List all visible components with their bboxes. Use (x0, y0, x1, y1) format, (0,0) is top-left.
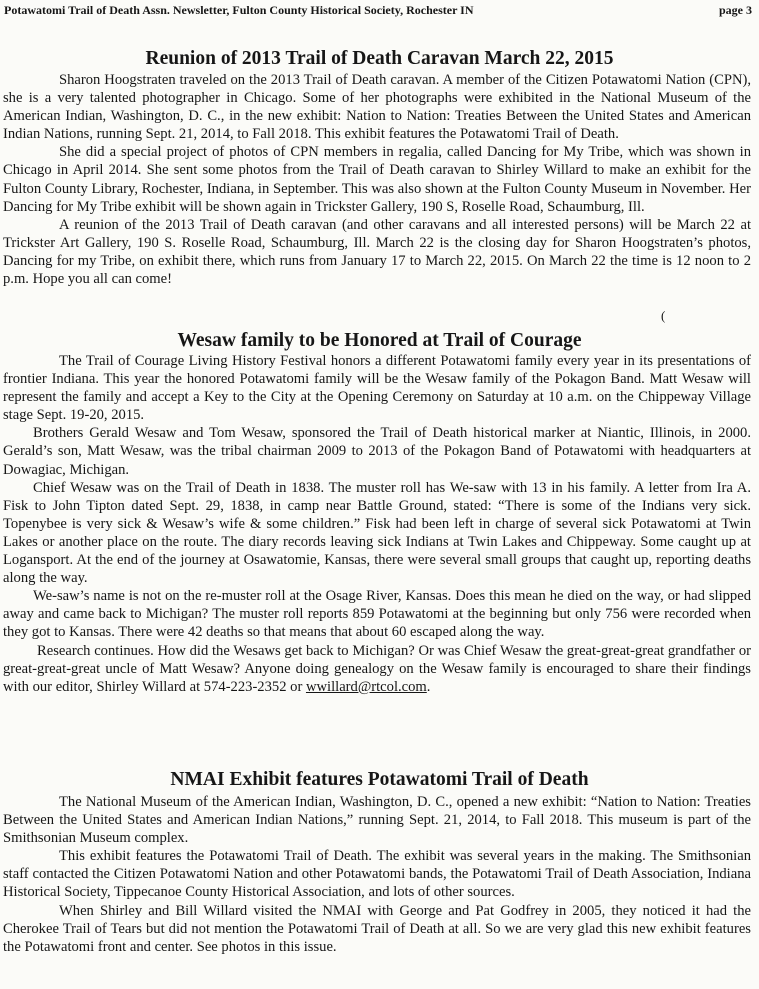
stray-mark: ( (661, 308, 666, 323)
article-2-paragraph: Brothers Gerald Wesaw and Tom Wesaw, sponsored the Trail of Death historical marker at Niantic, Illinois, in 2000. Gerald’s son, Matt Wesaw, was the tribal chairman 2009 to 2013 of the Pokagon Band of Potawatomi with headquarters at Dowagiac, Michigan. (3, 425, 751, 478)
article-2-paragraph-text: Research continues. How did the Wesaws get back to Michigan? Or was Chief Wesaw the great-great-great grandfather or great-great-great uncle of Matt Wesaw? Anyone doing genealogy on the Wesaw family is encouraged to share their findings with our editor, Shirley Willard at 574-223-2352 or (3, 642, 751, 695)
article-1-body (3, 71, 751, 288)
article-2-last-paragraph (3, 642, 751, 696)
article-1-headline: Reunion of 2013 Trail of Death Caravan March 22, 2015 (145, 48, 614, 69)
article-3-headline: NMAI Exhibit features Potawatomi Trail of Death (170, 769, 589, 790)
article-3-paragraph: When Shirley and Bill Willard visited the NMAI with George and Pat Godfrey in 2005, they noticed it had the Cherokee Trail of Tears but did not mention the Potawatomi Trail of Death at all. So we are very glad this new exhibit features the Potawatomi front and center. See photos in this issue. (3, 902, 751, 955)
article-2-paragraph: We-saw’s name is not on the re-muster roll at the Osage River, Kansas. Does this mean he died on the way, or had slipped away and came back to Michigan? The muster roll reports 859 Potawatomi at the beginning but only 756 were recorded when they got to Kansas. There were 42 deaths so that means that about 60 escaped along the way. (3, 588, 751, 641)
article-2-paragraph: The Trail of Courage Living History Festival honors a different Potawatomi family every year in its presentations of frontier Indiana. This year the honored Potawatomi family will be the Wesaw family of the Pokagon Band. Matt Wesaw will represent the family and accept a Key to the City at the Opening Ceremony on Saturday at 10 a.m. on the Chippeway Village stage Sept. 19-20, 2015. (3, 353, 751, 424)
article-3-paragraph: The National Museum of the American Indian, Washington, D. C., opened a new exhibit: “Nation to Nation: Treaties Between the United States and American Indian Nations,” running Sept. 21, 2014, to Fall 2018. This museum is part of the Smithsonian Museum complex. (3, 794, 751, 847)
closing-period: . (426, 678, 431, 695)
article-1-paragraph: A reunion of the 2013 Trail of Death caravan (and other caravans and all interested persons) will be March 22 at Trickster Art Gallery, 190 S. Roselle Road, Schaumburg, Ill. March 22 is the closing day for Sharon Hoogstraten’s photos, Dancing for my Tribe, on exhibit there, which runs from January 17 to March 22, 2015. On March 22 the time is 12 noon to 2 p.m. Hope you all can come! (3, 216, 751, 288)
article-2-headline: Wesaw family to be Honored at Trail of Courage (177, 330, 582, 351)
article-3-paragraph: This exhibit features the Potawatomi Trail of Death. The exhibit was several years in the making. The Smithsonian staff contacted the Citizen Potawatomi Nation and other Potawatomi bands, the Potawatomi Trail of Death Association, Indiana Historical Society, Tippecanoe County Historical Association, and lots of other sources. (3, 848, 751, 901)
header-publication: Potawatomi Trail of Death Assn. Newsletter, Fulton County Historical Society, Rochester IN (4, 3, 474, 17)
article-1-paragraph: She did a special project of photos of CPN members in regalia, called Dancing for My Tribe, which was shown in Chicago in April 2014. She sent some photos from the Trail of Death caravan to Shirley Willard to make an exhibit for the Fulton County Library, Rochester, Indiana, in September. This was also shown at the Fulton County Museum in November. Her Dancing for My Tribe exhibit will be shown again in Trickster Gallery, 190 S, Roselle Road, Schaumburg, Ill. (3, 144, 751, 215)
page-number: page 3 (719, 3, 752, 17)
article-3-body (3, 793, 751, 956)
article-2-body (3, 352, 751, 696)
article-2-paragraph: Chief Wesaw was on the Trail of Death in 1838. The muster roll has We-saw with 13 in his family. A letter from Ira A. Fisk to John Tipton dated Sept. 29, 1838, in camp near Battle Ground, stated: “There is some of the Indians very sick. Topenybee is very sick & Wesaw’s wife & some children.” Fisk had been left in charge of several sick Potawatomi at Twin Lakes or another place on the route. The diary records leaving sick Indians at Twin Lakes and Chippeway. Some caught up at Logansport. At the end of the journey at Osawatomie, Kansas, there were several small groups that caught up, reporting deaths along the way. (3, 479, 751, 587)
running-header (4, 3, 752, 17)
editor-email-link[interactable]: wwillard@rtcol.com (305, 678, 427, 695)
article-1-paragraph: Sharon Hoogstraten traveled on the 2013 Trail of Death caravan. A member of the Citizen Potawatomi Nation (CPN), she is a very talented photographer in Chicago. Some of her photographs were exhibited in the National Museum of the American Indian, Washington, D. C., in the new exhibit: Nation to Nation: Treaties Between the United States and American Indian Nations, running Sept. 21, 2014, to Fall 2018. This exhibit features the Potawatomi Trail of Death. (3, 72, 751, 143)
